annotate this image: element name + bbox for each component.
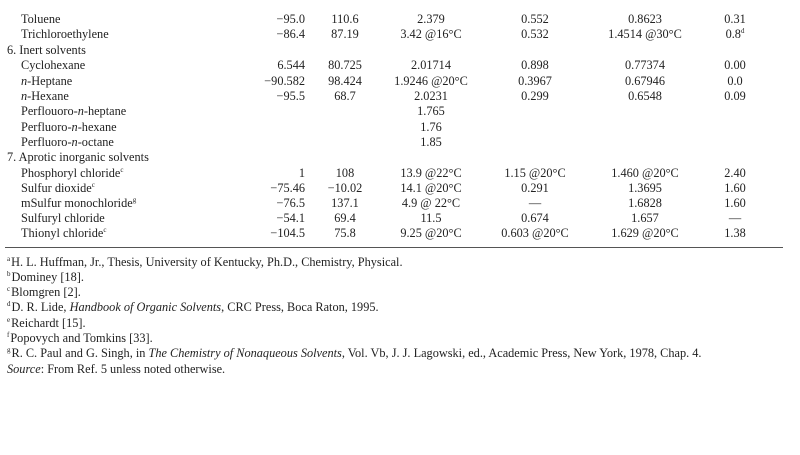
table-row-sulfur-dioxide xyxy=(0,181,800,196)
footnote-book-title: The Chemistry of Nonaqueous Solvents xyxy=(148,346,342,360)
col6-value: 1.60 xyxy=(724,196,746,210)
col5-value: 1.4514 @30°C xyxy=(608,27,682,41)
col5-value: 1.657 xyxy=(631,211,659,225)
solvent-name xyxy=(21,196,136,211)
col2-value: 108 xyxy=(335,166,355,180)
col5-value: 1.629 @20°C xyxy=(611,226,679,240)
solvent-name xyxy=(21,226,106,241)
col4-value: 0.532 xyxy=(521,27,549,41)
col1-value: −95.0 xyxy=(276,12,305,26)
col4-value: 0.552 xyxy=(521,12,549,26)
solvent-name xyxy=(21,135,114,150)
col4-value: 1.15 @20°C xyxy=(504,166,566,180)
col6-value: 1.38 xyxy=(724,226,746,240)
footnote-mark: g xyxy=(7,345,11,354)
col6-value: 2.40 xyxy=(724,166,746,180)
col2-value: 80.725 xyxy=(328,58,362,72)
col5-value: 1.6828 xyxy=(628,196,662,210)
table-row-n-heptane xyxy=(0,74,800,89)
footnote-text: Blomgren [2]. xyxy=(11,285,81,299)
col3-value: 11.5 xyxy=(420,211,442,225)
solvent-name: Toluene xyxy=(21,12,61,26)
col3-value: 13.9 @22°C xyxy=(400,166,462,180)
col2-value: 75.8 xyxy=(334,226,356,240)
section-header-inert xyxy=(0,43,800,58)
table-row-n-hexane xyxy=(0,89,800,104)
col4-value: 0.898 xyxy=(521,58,549,72)
col3-value: 1.765 xyxy=(417,104,445,118)
solvent-name: Sulfuryl chloride xyxy=(21,211,105,225)
solvent-name xyxy=(21,74,72,89)
col2-value: 69.4 xyxy=(334,211,356,225)
col4-value: 0.674 xyxy=(521,211,549,225)
name-post: -hexane xyxy=(77,120,117,134)
name-text: Sulfur dioxide xyxy=(21,181,92,195)
col5-value: 0.77374 xyxy=(625,58,665,72)
source-text: : From Ref. 5 unless noted otherwise. xyxy=(40,362,226,376)
footnote-book-title: Handbook of Organic Solvents xyxy=(69,300,222,314)
col1-value: 1 xyxy=(298,166,305,180)
footnote-e xyxy=(7,316,86,331)
col1-value: −104.5 xyxy=(270,226,305,240)
col4-value: — xyxy=(528,196,542,210)
name-post: -heptane xyxy=(83,104,127,118)
col3-value: 1.76 xyxy=(420,120,442,134)
col3-value: 1.9246 @20°C xyxy=(394,74,468,88)
solvent-name xyxy=(21,166,124,181)
footnote-ref: c xyxy=(103,225,107,234)
col2-value: 68.7 xyxy=(334,89,356,103)
name-post: -octane xyxy=(77,135,114,149)
solvent-name xyxy=(21,104,126,119)
col6-value: 0.00 xyxy=(724,58,746,72)
col4-value: 0.603 @20°C xyxy=(501,226,569,240)
col1-value: −86.4 xyxy=(276,27,305,41)
table-row-perfluoro-octane xyxy=(0,135,800,150)
source-note xyxy=(7,362,225,377)
name-italic-prefix: n xyxy=(21,89,28,103)
name-text: mSulfur monochloride xyxy=(21,196,133,210)
col6-value: — xyxy=(728,211,742,225)
table-row-perfluoro-hexane xyxy=(0,120,800,135)
solvent-name xyxy=(21,120,117,135)
section-label: 7. Aprotic inorganic solvents xyxy=(7,150,149,164)
footnote-text: Reichardt [15]. xyxy=(11,316,86,330)
footnote-b xyxy=(7,270,84,285)
footnote-c xyxy=(7,285,81,300)
footnote-ref: d xyxy=(740,26,745,35)
col1-value: −75.46 xyxy=(270,181,305,195)
col5-value: 0.67946 xyxy=(625,74,665,88)
table-row-sulfuryl-chloride xyxy=(0,211,800,226)
table-row-sulfur-monochloride xyxy=(0,196,800,211)
name-pre: Perfluoro- xyxy=(21,120,72,134)
col1-value: 6.544 xyxy=(277,58,305,72)
name-pre: Perflouoro- xyxy=(21,104,78,118)
col3-value: 2.0231 xyxy=(414,89,448,103)
table-bottom-rule xyxy=(5,247,783,248)
col1-value: −90.582 xyxy=(264,74,305,88)
col6-value: 0.09 xyxy=(724,89,746,103)
col6-value: 0.31 xyxy=(724,12,746,26)
name-rest: -Heptane xyxy=(27,74,73,88)
footnote-text-post: , CRC Press, Boca Raton, 1995. xyxy=(221,300,379,314)
footnote-text-post: , Vol. Vb, J. J. Lagowski, ed., Academic Press, New York, 1978, Chap. 4. xyxy=(341,346,702,360)
table-row-cyclohexane xyxy=(0,58,800,73)
col3-value: 2.379 xyxy=(417,12,445,26)
table-row-phosphoryl-chloride xyxy=(0,166,800,181)
col3-value: 4.9 @ 22°C xyxy=(401,196,461,210)
footnote-a xyxy=(7,255,403,270)
footnote-ref: c xyxy=(91,180,95,189)
name-text: Thionyl chloride xyxy=(21,226,104,240)
footnote-mark: c xyxy=(7,284,11,293)
col2-value: −10.02 xyxy=(327,181,363,195)
footnote-mark: a xyxy=(7,254,11,263)
footnote-g xyxy=(7,346,702,361)
solvent-name: Trichloroethylene xyxy=(21,27,109,41)
name-rest: -Hexane xyxy=(27,89,69,103)
col6-value: 0.0 xyxy=(727,74,743,88)
col3-value: 2.01714 xyxy=(411,58,451,72)
col3-value: 9.25 @20°C xyxy=(400,226,462,240)
col5-value: 0.8623 xyxy=(628,12,662,26)
name-italic-prefix: n xyxy=(21,74,28,88)
footnote-ref: c xyxy=(120,165,124,174)
footnote-text: H. L. Huffman, Jr., Thesis, University of Kentucky, Ph.D., Chemistry, Physical. xyxy=(11,255,403,269)
name-pre: Perfluoro- xyxy=(21,135,72,149)
footnote-text-pre: D. R. Lide, xyxy=(11,300,70,314)
col2-value: 110.6 xyxy=(331,12,359,26)
col2-value: 98.424 xyxy=(328,74,362,88)
footnote-text: Dominey [18]. xyxy=(11,270,84,284)
section-label: 6. Inert solvents xyxy=(7,43,86,57)
solvent-name xyxy=(21,89,69,104)
table-row-toluene xyxy=(0,12,800,27)
footnote-mark: d xyxy=(7,299,11,308)
name-text: Phosphoryl chloride xyxy=(21,166,121,180)
footnote-mark: f xyxy=(7,330,10,339)
solvent-name: Cyclohexane xyxy=(21,58,86,72)
col5-value: 1.460 @20°C xyxy=(611,166,679,180)
col6-value: 1.60 xyxy=(724,181,746,195)
col5-value: 1.3695 xyxy=(628,181,662,195)
col3-value: 14.1 @20°C xyxy=(400,181,462,195)
col4-value: 0.3967 xyxy=(518,74,552,88)
table-row-perfluoro-heptane xyxy=(0,104,800,119)
col1-value: −76.5 xyxy=(276,196,305,210)
col6-number: 0.8 xyxy=(725,27,741,41)
col4-value: 0.299 xyxy=(521,89,549,103)
table-row-trichloroethylene xyxy=(0,27,800,42)
col5-value: 0.6548 xyxy=(628,89,662,103)
footnote-mark: b xyxy=(7,269,11,278)
footnote-ref: g xyxy=(132,195,137,204)
footnote-f xyxy=(7,331,153,346)
col3-value: 3.42 @16°C xyxy=(400,27,462,41)
solvent-name xyxy=(21,181,95,196)
name-italic: n xyxy=(77,104,84,118)
col4-value: 0.291 xyxy=(521,181,549,195)
section-header-aprotic xyxy=(0,150,800,165)
col3-value: 1.85 xyxy=(420,135,442,149)
col1-value: −54.1 xyxy=(276,211,305,225)
footnote-d xyxy=(7,300,379,315)
name-italic: n xyxy=(71,120,78,134)
footnote-text-pre: R. C. Paul and G. Singh, in xyxy=(11,346,149,360)
col2-value: 137.1 xyxy=(331,196,359,210)
table-row-thionyl-chloride xyxy=(0,226,800,241)
source-label: Source xyxy=(7,362,41,376)
col6-value xyxy=(710,27,760,42)
col2-value: 87.19 xyxy=(331,27,359,41)
footnote-mark: e xyxy=(7,315,11,324)
col1-value: −95.5 xyxy=(276,89,305,103)
footnote-text: Popovych and Tomkins [33]. xyxy=(10,331,153,345)
name-italic: n xyxy=(71,135,78,149)
